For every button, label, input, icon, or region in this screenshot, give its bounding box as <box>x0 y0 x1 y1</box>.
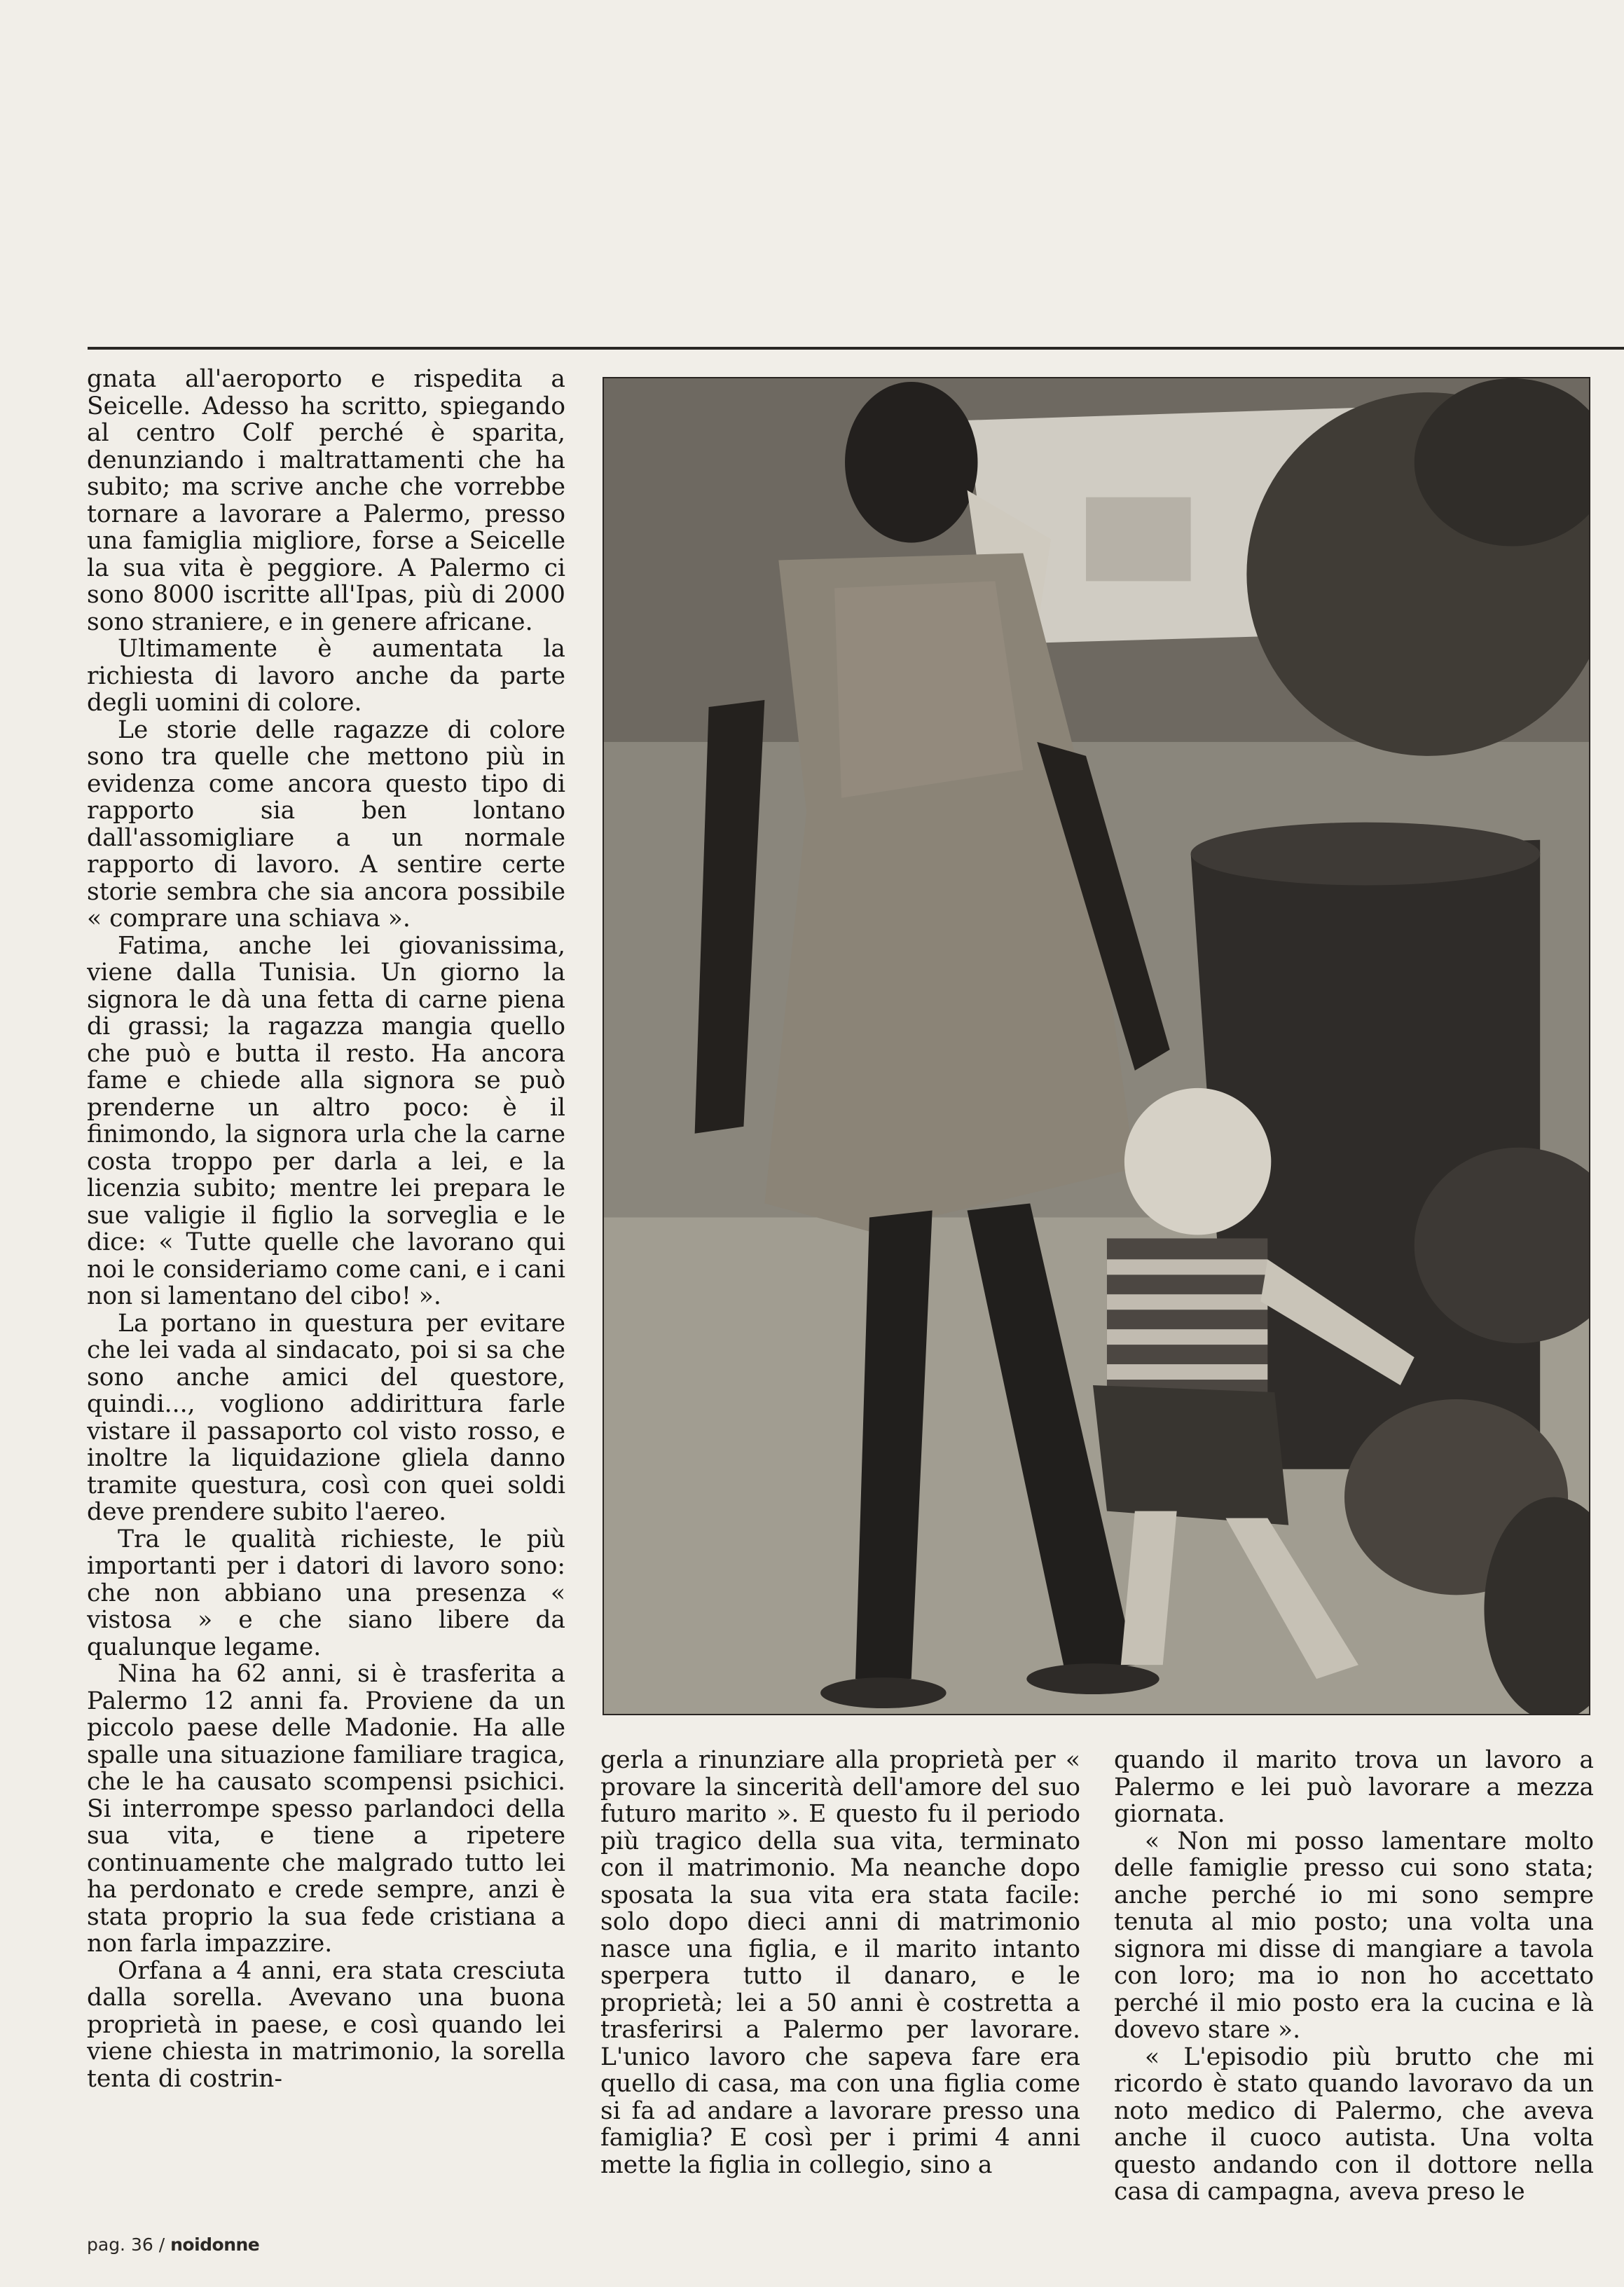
article-photo <box>603 377 1590 1715</box>
paragraph: gnata all'aeroporto e rispedita a Seicelle. Adesso ha scritto, spiegando al centro Colf perché è sparita, denunziando i maltrattamenti che ha subito; ma scrive anche che vorrebbe tornare a lavorare a Palermo, presso una famiglia migliore, forse a Seicelle la sua vita è peggiore. A Palermo ci sono 8000 iscritte all'Ipas, più di 2000 sono straniere, e in genere africane. <box>87 366 565 636</box>
text-column-2 <box>600 1747 1080 2226</box>
header-rule <box>88 347 1624 350</box>
paragraph: Fatima, anche lei giovanissima, viene dalla Tunisia. Un giorno la signora le dà una fetta di carne piena di grassi; la ragazza mangia quello che può e butta il resto. Ha ancora fame e chiede alla signora se può prenderne un altro poco: è il finimondo, la signora urla che la carne costa troppo per darla a lei, e la licenzia subito; mentre lei prepara le sue valigie il figlio la sorveglia e le dice: « Tutte quelle che lavorano qui noi le consideriamo come cani, e i cani non si lamentano del cibo! ». <box>87 931 565 1310</box>
text-column-1 <box>87 366 565 2226</box>
paragraph: gerla a rinunziare alla proprietà per « provare la sincerità dell'amore del suo futuro marito ». E questo fu il periodo più tragico della sua vita, terminato con il matrimonio. Ma neanche dopo sposata la sua vita era stata facile: solo dopo dieci anni di matrimonio nasce una figlia, e il marito intanto sperpera tutto il danaro, e le proprietà; lei a 50 anni è costretta a trasferirsi a Palermo per lavorare. L'unico lavoro che sapeva fare era quello di casa, ma con una figlia come si fa ad andare a lavorare presso una famiglia? E così per i primi 4 anni mette la figlia in collegio, sino a <box>600 1747 1080 2179</box>
paragraph: Le storie delle ragazze di colore sono tra quelle che mettono più in evidenza come ancora questo tipo di rapporto sia ben lontano dall'assomigliare a un normale rapporto di lavoro. A sentire certe storie sembra che sia ancora possibile « comprare una schiava ». <box>87 715 565 933</box>
page-footer <box>87 2234 259 2255</box>
page-number: pag. 36 / <box>87 2234 165 2255</box>
paragraph: Ultimamente è aumentata la richiesta di lavoro anche da parte degli uomini di colore. <box>87 635 565 717</box>
paragraph: « Non mi posso lamentare molto delle famiglie presso cui sono stata; anche perché io mi sono sempre tenuta al mio posto; una volta una signora mi disse di mangiare a tavola con loro; ma io non ho accettato perché il mio posto era la cucina e là dovevo stare ». <box>1114 1827 1594 2044</box>
paragraph: Nina ha 62 anni, si è trasferita a Palermo 12 anni fa. Proviene da un piccolo paese delle Madonie. Ha alle spalle una situazione familiare tragica, che le ha causato scompensi psichici. Si interrompe spesso parlandoci della sua vita, e tiene a ripetere continuamente che malgrado tutto lei ha perdonato e crede sempre, anzi è stata proprio la sua fede cristiana a non farla impazzire. <box>87 1660 565 1958</box>
text-column-3 <box>1114 1747 1594 2226</box>
magazine-name: noidonne <box>170 2234 260 2255</box>
paragraph: « L'episodio più brutto che mi ricordo è stato quando lavoravo da un noto medico di Palermo, che aveva anche il cuoco autista. Una volta questo andando con il dottore nella casa di campagna, aveva preso le <box>1114 2042 1594 2206</box>
paragraph: Orfana a 4 anni, era stata cresciuta dalla sorella. Avevano una buona proprietà in paese, e così quando lei viene chiesta in matrimonio, la sorella tenta di costrin- <box>87 1956 565 2093</box>
paragraph: Tra le qualità richieste, le più importanti per i datori di lavoro sono: che non abbiano una presenza « vistosa » e che siano libere da qualunque legame. <box>87 1525 565 1661</box>
paragraph: La portano in questura per evitare che lei vada al sindacato, poi si sa che sono anche amici del questore, quindi..., vogliono addirittura farle vistare il passaporto col visto rosso, e inoltre la liquidazione gliela danno tramite questura, così con quei soldi deve prendere subito l'aereo. <box>87 1309 565 1526</box>
paragraph: quando il marito trova un lavoro a Palermo e lei può lavorare a mezza giornata. <box>1114 1747 1594 1828</box>
photo-woman-and-child <box>604 378 1589 1714</box>
